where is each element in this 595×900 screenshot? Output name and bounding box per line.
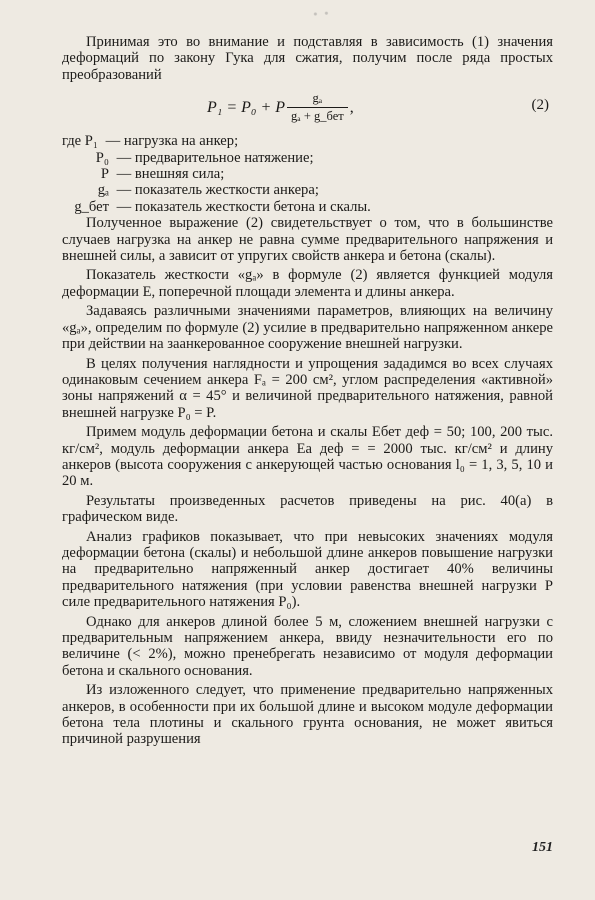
- body-paragraph: Из изложенного следует, что применение предварительно напряженных анкеров, в особенности при их большой длине и высоком модуле деформации бетона тела плотины и скального грунта основания, не может явиться причиной разрушения: [62, 682, 553, 748]
- definitions-list: [62, 133, 553, 215]
- body-paragraph: Результаты произведенных расчетов приведены на рис. 40(а) в графическом виде.: [62, 492, 553, 526]
- body-paragraph: Анализ графиков показывает, что при невысоких значениях модуля деформации бетона (скалы) и небольшой длине анкеров повышение нагрузки на предварительно напряженный анкер достигает 40% величины предварительного натяжения (при условии равенства внешней нагрузки P силе предварительного натяжения P₀).: [62, 528, 553, 611]
- definition-text: — предварительное натяжение;: [113, 149, 314, 166]
- page-number: 151: [532, 840, 553, 855]
- definition-text: — нагрузка на анкер;: [102, 133, 239, 150]
- definition-symbol: P₀: [95, 149, 109, 166]
- formula-tail: ,: [349, 98, 354, 116]
- body-paragraph: Примем модуль деформации бетона и скалы Eбет деф = 50; 100, 200 тыс. кг/см², модуль деформации анкера Eа деф = = 2000 тыс. кг/см² и длину анкеров (высота сооружения с анкерующей частью основания l₀ = 1, 3, 5, 10 и 20 м.: [62, 424, 553, 490]
- body-paragraph: Полученное выражение (2) свидетельствует о том, что в большинстве случаев нагрузка на анкер не равна сумме предварительного напряжения и внешней силы, а зависит от упругих свойств анкера и бетона (скалы).: [62, 215, 553, 265]
- definition-symbol: gₐ: [97, 182, 109, 199]
- definition-text: — внешняя сила;: [113, 166, 225, 183]
- page-speck: [311, 10, 333, 18]
- formula-expression: [207, 91, 354, 124]
- definition-text: — показатель жесткости бетона и скалы.: [113, 198, 371, 215]
- body-paragraph: Задаваясь различными значениями параметров, влияющих на величину «gₐ», определим по формуле (2) усилие в предварительно напряженном анкере при действии на заанкерованное сооружение внешней нагрузки.: [62, 303, 553, 353]
- formula-numerator: gₐ: [312, 91, 323, 106]
- definition-row: [62, 133, 553, 149]
- definition-symbol: g_бет: [74, 198, 109, 215]
- definition-symbol: P: [100, 166, 109, 183]
- text-column: [62, 34, 553, 748]
- definition-row: [62, 182, 553, 198]
- formula-lhs: P₁ = P₀ + P: [207, 98, 286, 116]
- formula-denominator: gₐ + g_бет: [287, 107, 348, 124]
- formula-fraction: [287, 91, 348, 124]
- definition-lead: где P₁: [62, 133, 99, 150]
- definition-row: [62, 199, 553, 215]
- formula-2: [62, 83, 553, 133]
- definition-text: — показатель жесткости анкера;: [113, 182, 319, 199]
- body-paragraph: Однако для анкеров длиной более 5 м, сложением внешней нагрузки с предварительным напряжением анкера, ввиду незначительности его по величине (< 2%), можно пренебрегать независимо от модуля деформации бетона и скального основания.: [62, 613, 553, 679]
- body-paragraph: Показатель жесткости «gₐ» в формуле (2) является функцией модуля деформации Е, поперечной площади элемента и длины анкера.: [62, 267, 553, 300]
- body-paragraph: В целях получения наглядности и упрощения зададимся во всех случаях одинаковым сечением анкера Fₐ = 200 см², углом распределения «активной» зоны напряжений α = 45° и величиной предварительного натяжения, равной внешней нагрузке P₀ = P.: [62, 355, 553, 421]
- intro-paragraph: Принимая это во внимание и подставляя в зависимость (1) значения деформаций по закону Гука для сжатия, получим после ряда простых преобразований: [62, 34, 553, 83]
- formula-number: (2): [531, 97, 549, 114]
- definition-row: [62, 166, 553, 182]
- definition-row: [62, 150, 553, 166]
